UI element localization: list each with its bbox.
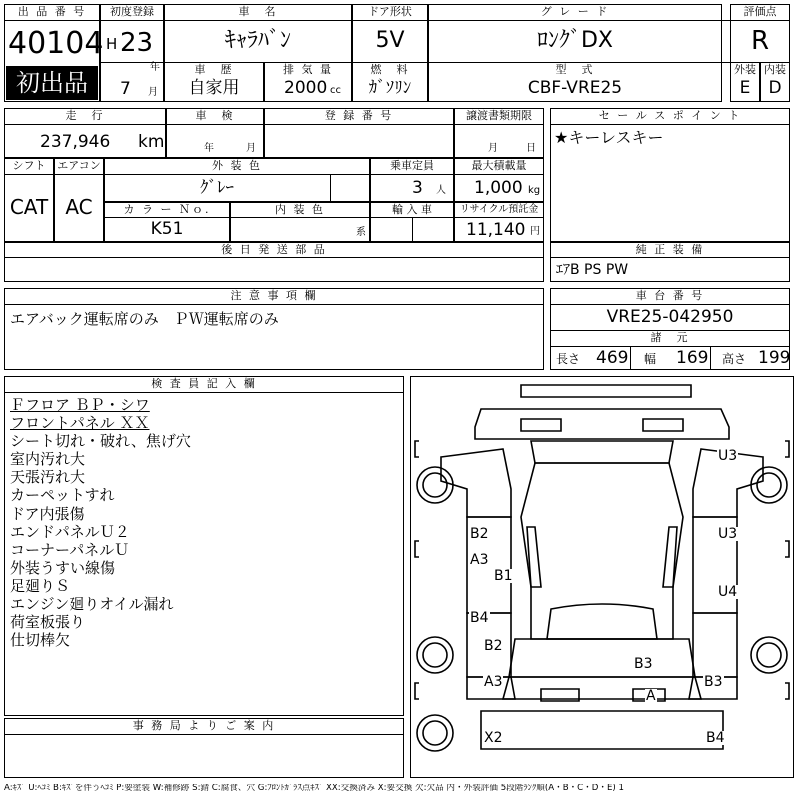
inspector-line: Ｆフロア ＢＰ・シワ — [10, 396, 150, 414]
first-reg-label: 初度登録 — [110, 5, 154, 18]
reg-month: 7 — [120, 79, 131, 99]
mileage-value: 237,946 — [40, 132, 111, 152]
lot-number: 40104 — [8, 26, 104, 61]
height-label: 高さ — [722, 352, 747, 366]
later-parts-label: 後 日 発 送 部 品 — [221, 243, 327, 256]
roof-shape — [521, 463, 683, 639]
inspector-line: 外装うすい線傷 — [10, 558, 116, 577]
import-label: 輸 入 車 — [392, 203, 432, 216]
capacity-label: 乗車定員 — [390, 159, 434, 172]
exterior-label: 外装 — [734, 63, 756, 76]
fuel-label: 燃 料 — [370, 63, 410, 76]
transfer-label: 譲渡書類期限 — [466, 109, 532, 122]
office-label: 事 務 局 よ り ご 案 内 — [132, 719, 276, 732]
length-label: 長さ — [556, 352, 581, 366]
shift-label: シフト — [12, 159, 46, 172]
reg-no-label: 登 録 番 号 — [324, 109, 394, 122]
recycle-value: 11,140 — [466, 220, 526, 240]
sales-point-label: セ ー ル ス ポ イ ン ト — [598, 109, 742, 122]
displacement-label: 排 気 量 — [283, 63, 333, 76]
era-letter: H — [106, 35, 118, 53]
damage-mark-right-rear-door: U4 — [718, 584, 738, 600]
score-value: R — [750, 26, 770, 56]
max-load-label: 最大積載量 — [471, 159, 527, 172]
damage-mark-rear-bumper: A — [646, 688, 656, 704]
car-name: ｷｬﾗﾊﾞﾝ — [224, 28, 291, 53]
history-label: 車 歴 — [194, 63, 234, 76]
mileage-unit: km — [138, 132, 165, 152]
width-value: 169 — [676, 348, 709, 368]
car-outline-svg — [411, 377, 793, 777]
fuel-value: ｶﾞｿﾘﾝ — [368, 78, 412, 98]
interior-value: D — [768, 78, 782, 98]
model-label: 型 式 — [555, 63, 595, 76]
inspector-line: エンジン廻りオイル漏れ — [10, 595, 174, 614]
damage-mark-left-front-door-lower: A3 — [470, 552, 489, 568]
front-bumper-shape — [521, 385, 691, 397]
inspector-line: 仕切棒欠 — [10, 631, 71, 650]
damage-diagram — [410, 376, 794, 778]
ac-label: エアコン — [57, 159, 101, 172]
lot-label: 出 品 番 号 — [17, 5, 87, 18]
legend-text: A:ｷｽﾞ U:ﾍｺﾐ B:ｷｽﾞを伴うﾍｺﾐ P:要塗装 W:補修跡 S:錆 C:腐食、穴 G:ﾌﾛﾝﾄｶﾞﾗｽ点ｷｽﾞ XX:交換済み X:要交換 欠:欠品 内・外装評価 5段階ﾗﾝｸ順(A・B・C・D・E) 1 — [4, 784, 624, 793]
damage-mark-left-rear-corner: A3 — [484, 674, 503, 690]
rear-shape — [503, 677, 701, 699]
inspector-line: シート切れ・破れ、焦げ穴 — [10, 432, 191, 451]
front-end-shape — [475, 409, 729, 439]
inspector-line: 荷室板張り — [10, 613, 86, 632]
displacement-value: 2000 — [284, 78, 328, 98]
inspector-label: 検 査 員 記 入 欄 — [151, 377, 257, 390]
inspector-line: コーナーパネルＵ — [10, 540, 130, 559]
notes-text: エアバック運転席のみ ＰＷ運転席のみ — [10, 310, 279, 328]
damage-mark-left-rear-quarter: B2 — [484, 638, 503, 654]
genuine-equipment-value: ｴｱB PS PW — [556, 262, 629, 278]
int-color-label: 内 装 色 — [275, 203, 325, 216]
grade-label: グ レ ー ド — [540, 5, 610, 18]
transfer-month: 月 — [488, 143, 498, 154]
ext-color-label: 外 装 色 — [212, 159, 262, 172]
damage-mark-right-rear-corner: B3 — [704, 674, 723, 690]
length-value: 469 — [596, 348, 629, 368]
shift-value: CAT — [9, 195, 49, 219]
score-label: 評価点 — [743, 5, 777, 18]
notes-label: 注 意 事 項 欄 — [230, 289, 318, 302]
damage-mark-right-front-fender: U3 — [718, 448, 738, 464]
exterior-value: E — [739, 78, 751, 98]
inspector-lines — [10, 396, 400, 649]
ac-value: AC — [65, 195, 93, 219]
recycle-unit: 円 — [530, 226, 540, 237]
damage-mark-left-rear-door: B4 — [470, 610, 489, 626]
chassis-value: VRE25-042950 — [606, 307, 734, 327]
interior-label: 内装 — [764, 63, 786, 76]
spec-label: 諸 元 — [650, 331, 690, 344]
height-value: 199 — [758, 348, 791, 368]
max-load-unit: kg — [528, 185, 541, 196]
car-name-label: 車 名 — [238, 5, 278, 18]
max-load-value: 1,000 — [474, 178, 523, 198]
ext-color-value: ｸﾞﾚｰ — [200, 178, 234, 198]
left-side-shape — [441, 449, 511, 517]
color-no-value: K51 — [150, 219, 184, 239]
inspector-line: 足廻りＳ — [10, 576, 71, 595]
damage-mark-right-front-door: U3 — [718, 526, 738, 542]
capacity-unit: 人 — [436, 185, 446, 196]
genuine-equipment-label: 純 正 装 備 — [635, 243, 705, 256]
damage-mark-left-sill: B1 — [494, 568, 513, 584]
history-value: 自家用 — [188, 78, 240, 98]
inspection-month: 月 — [246, 143, 256, 154]
capacity-value: 3 — [412, 178, 423, 198]
damage-mark-left-front-door: B2 — [470, 526, 489, 542]
color-no-label: カ ラ ー Ｎｏ. — [123, 203, 211, 216]
inspector-line: 天張汚れ大 — [10, 468, 86, 487]
year-unit: 年 — [150, 62, 160, 73]
door-value: 5V — [375, 28, 405, 53]
int-color-suffix: 系 — [356, 227, 366, 238]
model-value: CBF-VRE25 — [527, 78, 623, 98]
transfer-day: 日 — [526, 143, 536, 154]
inspection-year: 年 — [204, 143, 214, 154]
damage-mark-rear-right-panel: B4 — [706, 730, 725, 746]
chassis-label: 車 台 番 号 — [635, 289, 705, 302]
width-label: 幅 — [644, 352, 657, 366]
mileage-label: 走 行 — [65, 109, 105, 122]
grade-value: ﾛﾝｸﾞDX — [536, 28, 613, 53]
damage-mark-rear-left-panel: X2 — [484, 730, 503, 746]
inspector-line: カーペットすれ — [10, 486, 115, 505]
first-listing-badge: 初出品 — [6, 66, 98, 100]
displacement-unit: cc — [330, 85, 341, 96]
month-unit: 月 — [148, 87, 158, 98]
inspector-line: エンドパネルＵ２ — [10, 522, 130, 541]
era-year: 23 — [120, 28, 154, 58]
recycle-label: リサイクル預託金 — [459, 204, 539, 215]
damage-mark-roof-rear: B3 — [634, 656, 653, 672]
inspection-label: 車 検 — [195, 109, 235, 122]
sales-point-text: ★キーレスキー — [554, 128, 664, 147]
inspector-line: フロントパネル ＸＸ — [10, 414, 150, 433]
door-label: ドア形状 — [368, 5, 412, 18]
inspector-line: 室内汚れ大 — [10, 450, 86, 469]
inspector-line: ドア内張傷 — [10, 504, 85, 523]
